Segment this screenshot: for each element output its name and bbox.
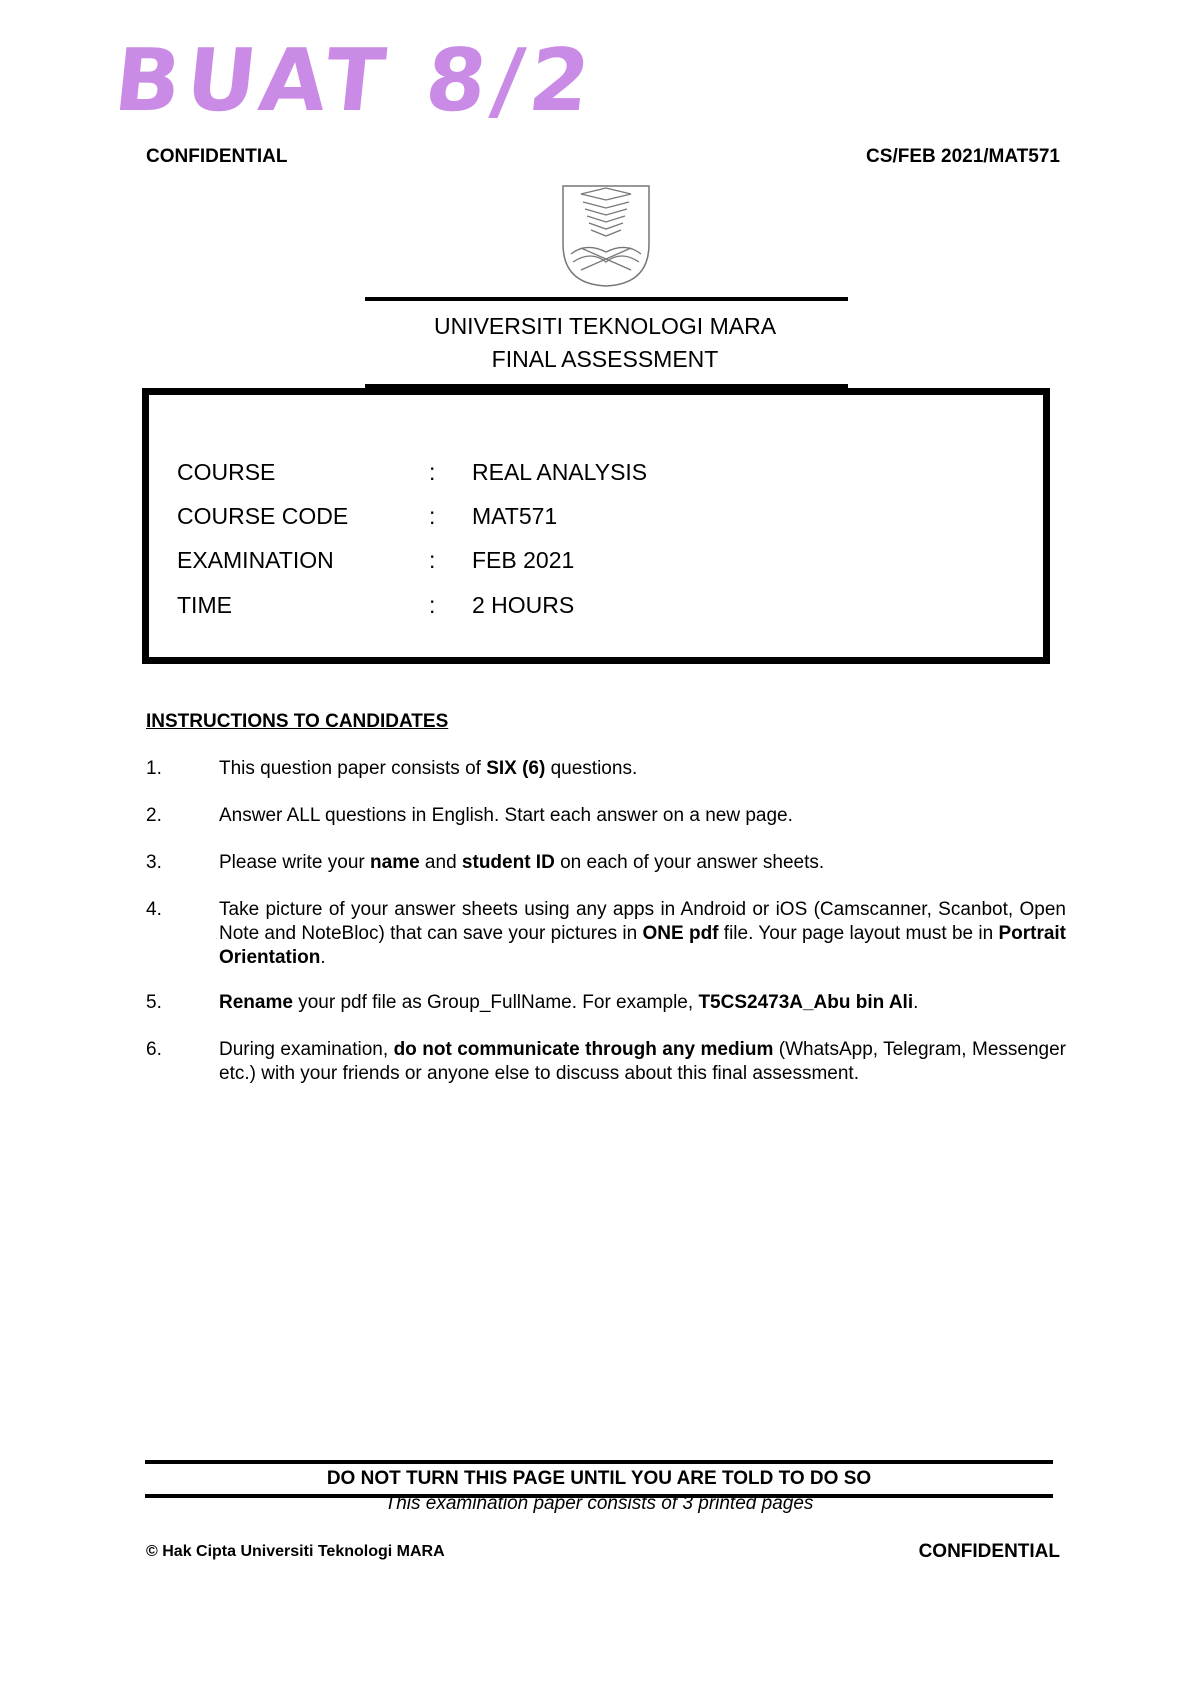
course-value: REAL ANALYSIS bbox=[472, 459, 648, 485]
instructions-title: INSTRUCTIONS TO CANDIDATES bbox=[146, 711, 449, 732]
instruction-number: 1. bbox=[146, 758, 162, 779]
instruction-item bbox=[146, 1038, 1066, 1086]
instruction-number: 3. bbox=[146, 852, 162, 873]
instruction-text: Rename your pdf file as Group_FullName. For example, T5CS2473A_Abu bin Ali. bbox=[219, 992, 919, 1013]
time-separator: : bbox=[429, 592, 436, 618]
instruction-number: 6. bbox=[146, 1039, 162, 1060]
instruction-text: During examination, do not communicate through any medium (WhatsApp, Telegram, Messenger etc.) with your friends or anyone else to discuss about this final assessment. bbox=[219, 1039, 1066, 1084]
uitm-crest-icon bbox=[561, 184, 651, 288]
notice-text: DO NOT TURN THIS PAGE UNTIL YOU ARE TOLD TO DO SO bbox=[326, 1468, 872, 1489]
instruction-text: Please write your name and student ID on each of your answer sheets. bbox=[219, 852, 825, 873]
instruction-number: 5. bbox=[146, 992, 162, 1013]
instruction-text: Answer ALL questions in English. Start each answer on a new page. bbox=[219, 805, 793, 826]
paper-reference: CS/FEB 2021/MAT571 bbox=[866, 146, 1060, 167]
confidential-label: CONFIDENTIAL bbox=[146, 146, 288, 167]
examination-separator: : bbox=[429, 547, 436, 573]
course-details-box bbox=[142, 388, 1050, 664]
course-separator: : bbox=[429, 459, 436, 485]
confidential-footer: CONFIDENTIAL bbox=[918, 1541, 1060, 1562]
course-label: COURSE bbox=[177, 459, 276, 485]
course-code-label: COURSE CODE bbox=[177, 503, 349, 529]
instruction-item bbox=[146, 991, 1066, 1015]
time-value: 2 HOURS bbox=[472, 592, 575, 618]
instruction-text: This question paper consists of SIX (6) questions. bbox=[219, 758, 638, 779]
examination-label: EXAMINATION bbox=[177, 547, 334, 573]
instruction-item bbox=[146, 851, 1066, 875]
handwritten-note: BUAT 8/2 bbox=[109, 31, 601, 131]
course-code-value: MAT571 bbox=[472, 503, 558, 529]
instruction-number: 2. bbox=[146, 805, 162, 826]
copyright: © Hak Cipta Universiti Teknologi MARA bbox=[146, 1543, 445, 1560]
instruction-text: Take picture of your answer sheets using any apps in Android or iOS (Camscanner, Scanbot, Open Note and NoteBloc) that can save your pictures in ONE pdf file. Your page layout must be in Portrait Orientation. bbox=[219, 899, 1067, 968]
instruction-number: 4. bbox=[146, 899, 162, 920]
examination-value: FEB 2021 bbox=[472, 547, 575, 573]
instruction-item bbox=[146, 757, 1066, 781]
institution-title bbox=[365, 310, 845, 376]
course-code-separator: : bbox=[429, 503, 436, 529]
university-name: UNIVERSITI TEKNOLOGI MARA bbox=[433, 313, 777, 339]
assessment-type: FINAL ASSESSMENT bbox=[491, 346, 719, 372]
instruction-item bbox=[146, 898, 1066, 970]
page-count-note: This examination paper consists of 3 printed pages bbox=[384, 1493, 814, 1514]
time-label: TIME bbox=[177, 592, 232, 618]
instruction-item bbox=[146, 804, 1066, 828]
title-top-rule bbox=[365, 297, 848, 301]
